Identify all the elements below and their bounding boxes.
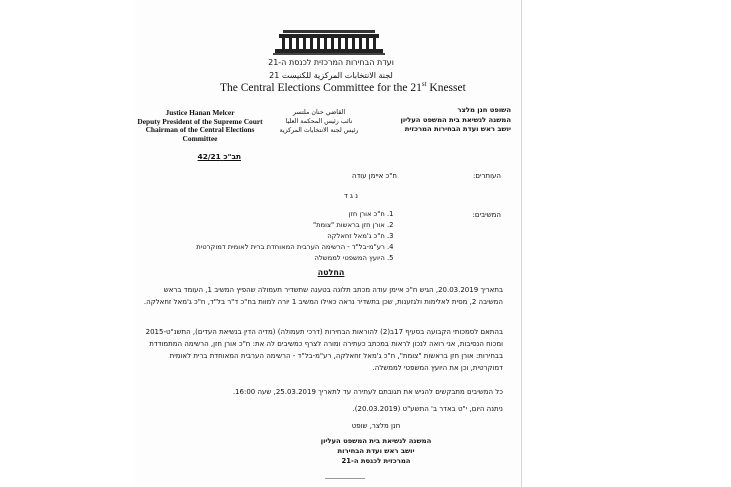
header-arabic: لجنة الانتخابات المركزية للكنيست 21 <box>269 71 393 80</box>
signature-titles: המשנה לנשיאת בית המשפט העליון יושב ראש ועדת הבחירות המרכזית לכנסת ה-21 <box>320 437 432 465</box>
petitioner-label: העותרים: <box>473 172 501 180</box>
decision-paragraph-1: בתאריך 20.03.2019, הגיש ח"כ איימן עודה מכתב תלונה בטענה שתשדיר תעמולה שהפיץ המשיב 1, העומד בראש המשיבה 2, מסית לאלימות ולגזענות, שכן בתשדיר נראה כאילו המשיב 1 יורה למוות בח"כ ד"ר בל"ד, ח"כ ג'מאל זחאלקה. <box>143 286 503 306</box>
knesset-building-icon <box>273 27 385 55</box>
respondent-item: 3. ח"כ ג'מאל זחאלקה <box>327 232 394 240</box>
header-hebrew: ועדת הבחירות המרכזית לכנסת ה-21 <box>268 58 394 67</box>
petitioner-name: ח"כ איימן עודה <box>351 172 397 180</box>
signatory-hebrew: השופט חנן מלצר המשנה לנשיאת בית המשפט העליון יושב ראש ועדת הבחירות המרכזית <box>400 106 511 133</box>
decision-paragraph-2: בהתאם לסמכותי הקבועה בסעיף 17ב(2) להוראות הבחירות (דרכי תעמולה) (מדיה הדין בנשיאת העדים), התשנ"ט-2015 ומכוח הנסיבות, אני רואה לנכון לראות במכתב כעתירה ומורה לצרף כמשיבים לה את: ח"כ אורן חזן, הרשימה המתמודדת בבחירות: אורן חזן בראשות "צומת", ח"כ ג'מאל זחאלקה, רע"מ-בל"ד - הרשימה הערבית המאוחדת ברית לאומית דמוקרטית, וכן את היועץ המשפטי לממשלה. <box>145 328 503 372</box>
respondents-label: המשיבים: <box>472 211 501 219</box>
respondent-item: 4. רע"מ-בל"ד - הרשימה הערבית המאוחדת ברית לאומית דמוקרטית <box>196 243 394 251</box>
decision-paragraph-3: כל המשיבים מתבקשים להגיש את תגובתם לעתירה עד לתאריך 25.03.2019, שעה 16:00. <box>232 388 503 396</box>
document-page <box>135 0 521 487</box>
respondent-item: 1. ח"כ אורן חזן <box>348 210 394 218</box>
case-number: תב"כ 42/21 <box>197 152 241 161</box>
signatory-english: Justice Hanan Melcer Deputy President of the Supreme Court Chairman of the Central Elections Committee <box>137 108 263 143</box>
respondents-list <box>151 209 397 264</box>
versus-label: נ ג ד <box>344 192 358 200</box>
footer-divider <box>325 478 365 479</box>
signature-name: חנן מלצר, שופט <box>351 422 401 430</box>
right-frame-line <box>521 0 522 487</box>
signatory-arabic: القاضي حنان ملتسر نائب رئيس المحكمة العليا رئيس لجنة الانتخابات المركزية <box>279 109 359 134</box>
decision-paragraph-4: ניתנה היום, י"ט באדר ב' התשע"ט (20.03.2019). <box>352 405 503 413</box>
header-english: The Central Elections Committee for the 21st Knesset <box>220 80 466 94</box>
respondent-item: 2. אורן חזן בראשות "צומת" <box>312 221 394 229</box>
respondent-item: 5. היועץ המשפטי לממשלה <box>314 254 394 262</box>
decision-title: החלטה <box>317 268 345 277</box>
